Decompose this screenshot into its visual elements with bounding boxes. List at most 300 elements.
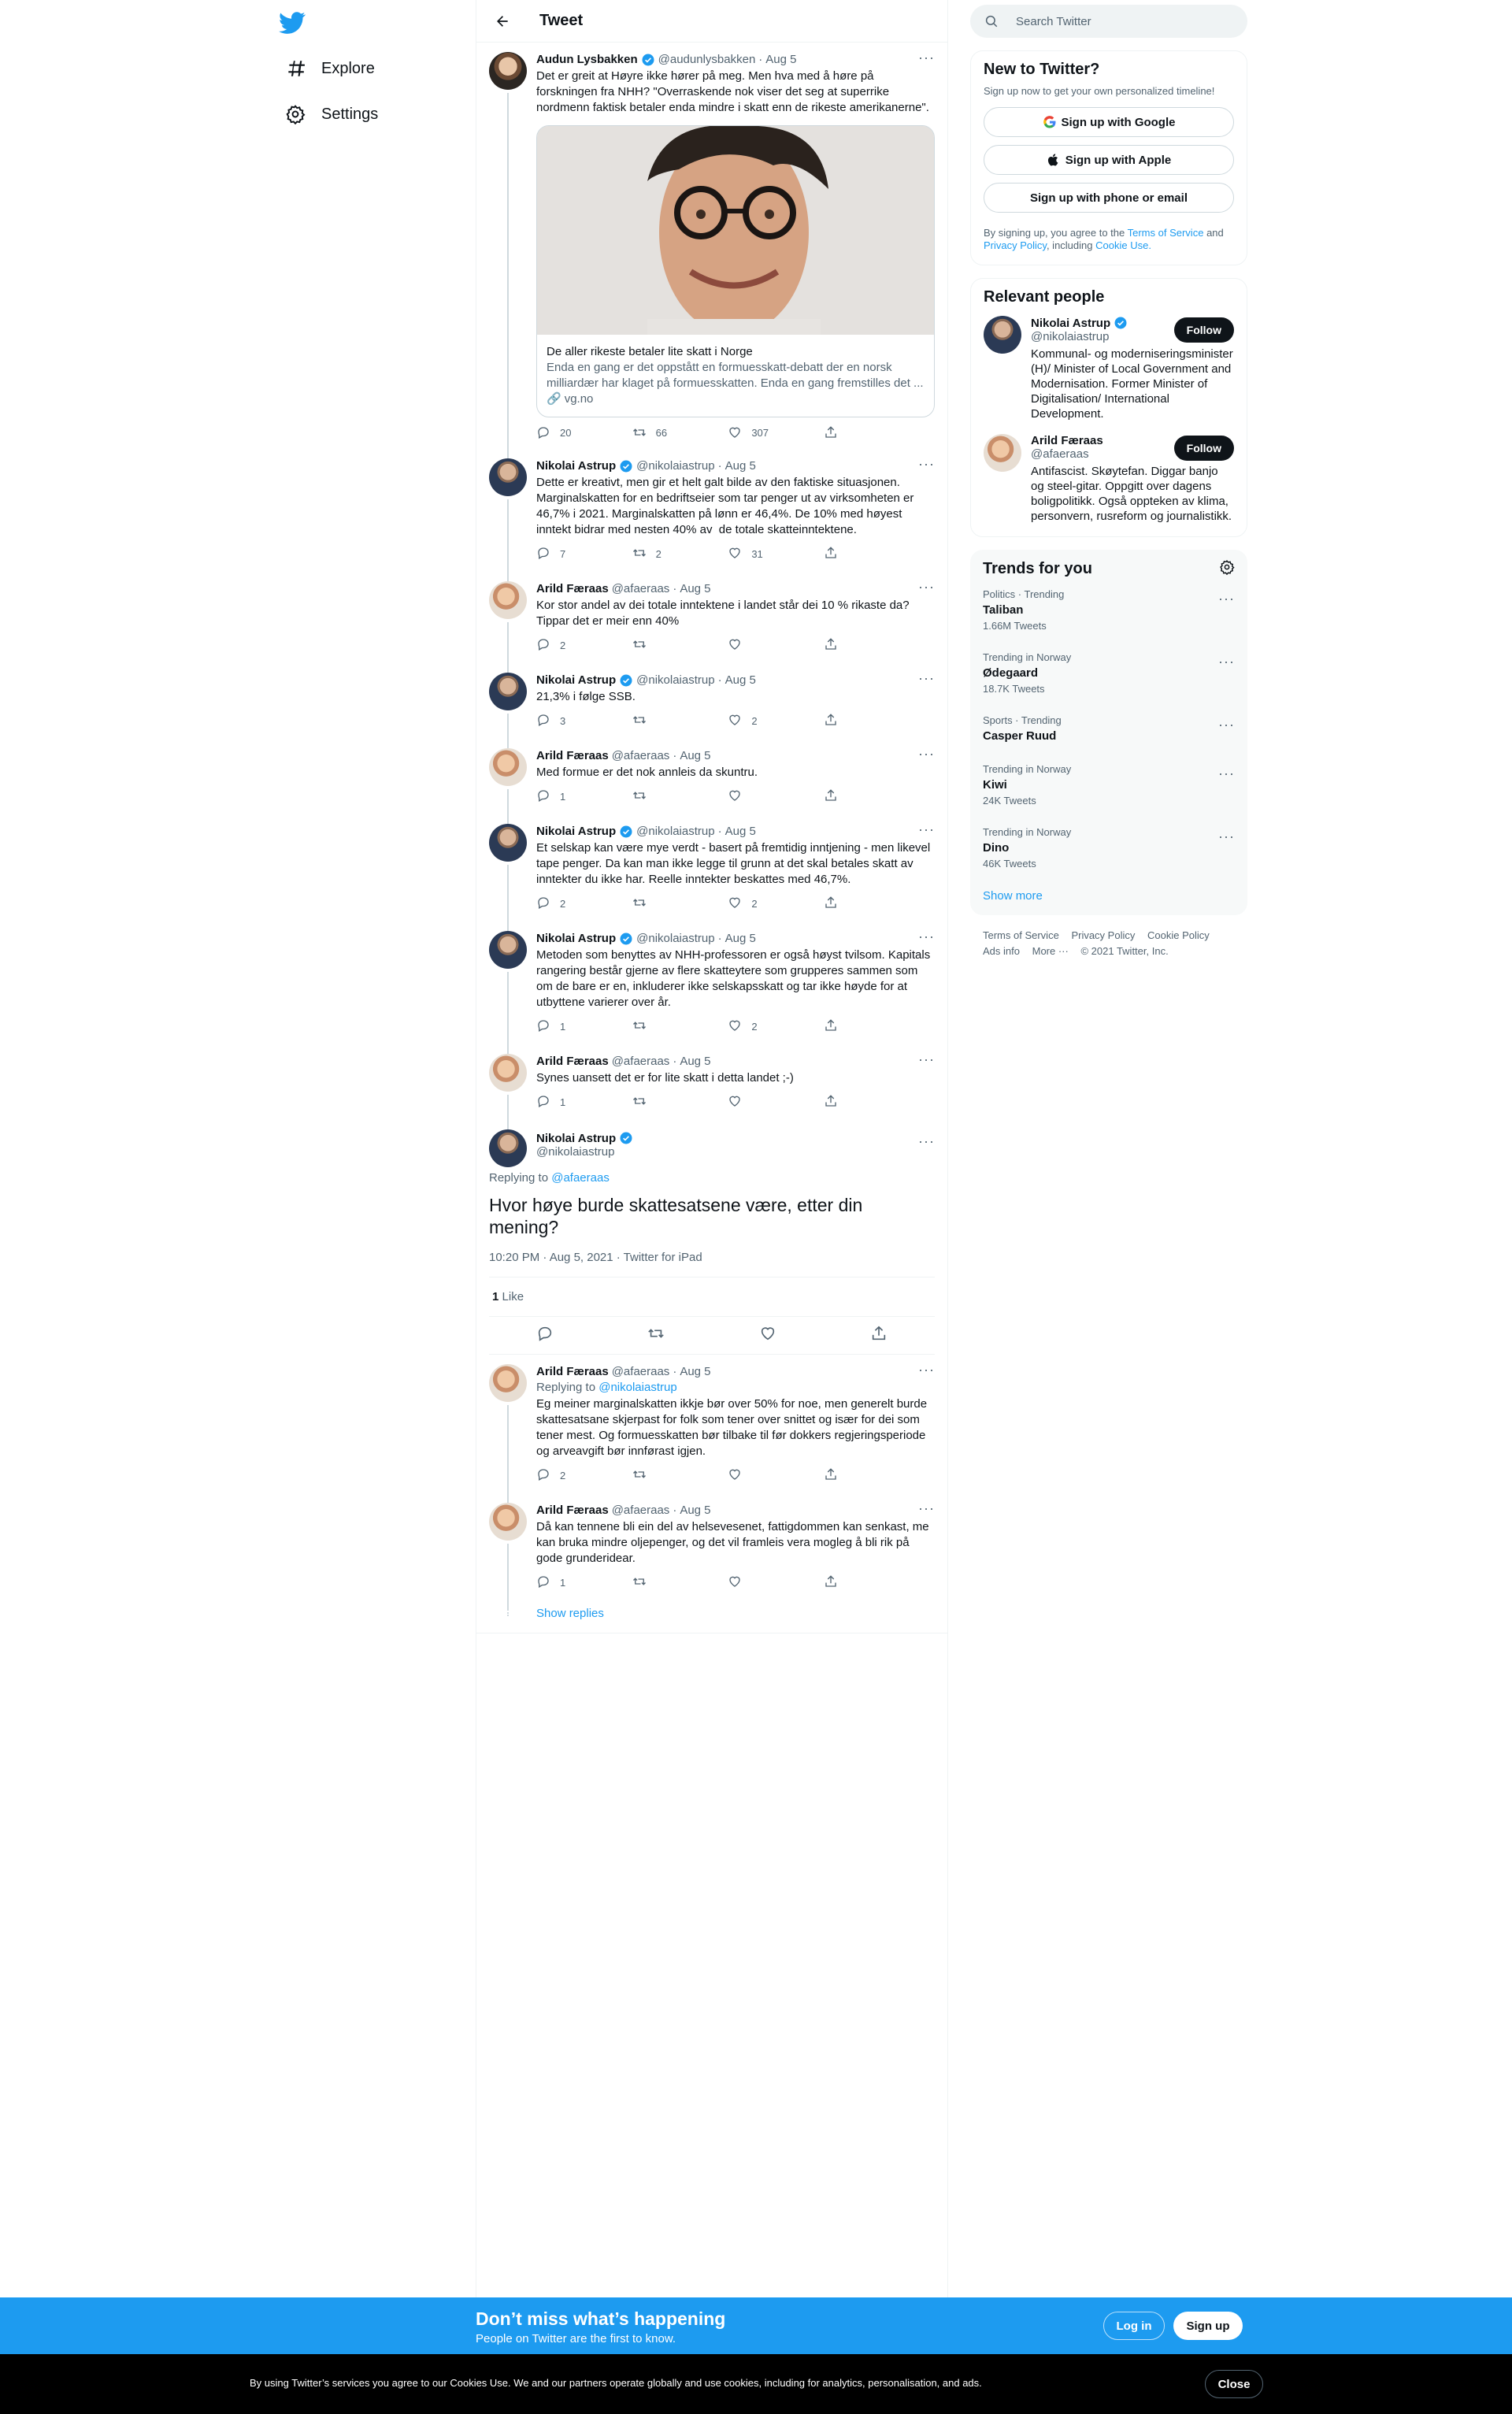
trend-context: Trending in Norway (983, 763, 1072, 775)
retweet-icon (632, 425, 647, 439)
signup-phone-label: Sign up with phone or email (1029, 191, 1188, 205)
thread-tweet[interactable]: ··· Nikolai Astrup @nikolaiastrup · Aug 5 Et selskap kan være mye verdt - basert på fremtidig inntjening - men likevel tape penger. Da kan man ikke legge til grunn at det skal betales skatt av inntekter du ikke har. Reelle inntekter beskattes med 46,7%. 2 2 (476, 814, 947, 921)
share-button[interactable] (824, 1018, 871, 1035)
trends-title: Trends for you (983, 560, 1092, 577)
reply-button[interactable] (536, 896, 584, 912)
heart-icon (728, 1094, 742, 1111)
retweet-icon (632, 1094, 647, 1111)
nav-settings[interactable] (276, 95, 387, 134)
footer-links (970, 928, 1247, 959)
more-options-icon[interactable]: ··· (918, 1051, 935, 1067)
apple-icon (1047, 153, 1061, 167)
trend-item[interactable] (983, 579, 1235, 642)
retweet-button[interactable] (632, 1574, 680, 1591)
tweet-actions (536, 1574, 871, 1591)
heart-icon (728, 896, 742, 912)
twitter-logo-icon[interactable] (279, 9, 307, 38)
thread-tweet[interactable]: ··· Audun Lysbakken @audunlysbakken · Aug 5 Det er greit at Høyre ikke hører på meg. Men hva med å høre på forskningen fra NHH? "Overraskende nok viser det seg at superrike nordmenn faktisk betaler enda mindre i skatt enn de rikeste amerikanerne". De aller rikeste betaler lite skatt i Norge Enda en gang er det oppstått en formuesskatt-debatt der en norsk milliardær har klaget på formuesskatten. Enda en gang fremstilles det ... 🔗 vg.no 20 66 307 (476, 43, 947, 449)
search-icon (984, 14, 999, 28)
reply-count: 2 (560, 1470, 566, 1481)
share-button[interactable] (824, 637, 871, 654)
person-handle[interactable]: @afaeraas (1031, 447, 1089, 461)
more-options-icon[interactable]: ··· (1218, 717, 1235, 732)
tweet-actions (536, 425, 871, 439)
share-icon (824, 713, 838, 729)
signup-title: New to Twitter? (984, 61, 1100, 78)
heart-icon (728, 1574, 742, 1591)
gear-icon (285, 104, 306, 124)
search-bar[interactable] (970, 5, 1247, 38)
more-options-icon[interactable]: ··· (1218, 591, 1235, 606)
author-handle[interactable]: @afaeraas (611, 1055, 670, 1068)
tweet-text: 21,3% i følge SSB. (536, 690, 636, 703)
thread-tweet[interactable]: ··· Arild Færaas @afaeraas · Aug 5 Synes uansett det er for lite skatt i detta landet ;-) 1 (476, 1044, 947, 1120)
more-options-icon[interactable]: ··· (918, 821, 935, 837)
thread-line (507, 499, 509, 581)
reply-button[interactable] (536, 425, 584, 439)
like-button[interactable] (728, 425, 775, 439)
person-bio: Antifascist. Skøytefan. Diggar banjo og steel-gitar. Oppgitt over dagens boligpolitikk. Også oppteken av klima, personvern, rusreform og journalistikk. (1031, 465, 1232, 523)
tweet-text: Kor stor andel av dei totale inntektene i landet står dei 10 % rikaste da? Tippar det er meir enn 40% (536, 599, 913, 628)
avatar[interactable] (489, 458, 527, 496)
avatar[interactable] (489, 1364, 527, 1402)
tweet-text: Då kan tennene bli ein del av helsevesenet, fattigdommen kan senkast, me kan bruka mindre oljepenger, og det vil framleis vera mogleg å bli rik på gode grunderidear. (536, 1520, 932, 1565)
verified-badge-icon (619, 1131, 633, 1145)
replying-to (536, 1380, 935, 1396)
retweet-count: 2 (655, 548, 662, 560)
tweet-text: Eg meiner marginalskatten ikkje bør over 50% for noe, men generelt burde skattesatsane skjerpast for folk som tener over snittet og især for dei som tener mest. Og formuesskatten bør tilbake til før dokkers regjeringsperiode og arveavgift bør innførast igjen. (536, 1397, 931, 1458)
like-button[interactable] (728, 713, 775, 729)
footer-terms-link[interactable]: Terms of Service (983, 929, 1059, 941)
reply-icon (536, 788, 550, 805)
reply-list (476, 1355, 947, 1600)
author-handle[interactable]: @nikolaiastrup (636, 673, 715, 687)
reply-button[interactable] (536, 713, 584, 729)
link-card-description: Enda en gang er det oppstått en formuesskatt-debatt der en norsk milliardær har klaget på formuesskatten. Enda en gang fremstilles det ... (547, 361, 924, 390)
person-name[interactable]: Arild Færaas (1031, 434, 1103, 447)
footer-more-link[interactable]: More ··· (1032, 945, 1069, 957)
footer-cookie-link[interactable]: Cookie Policy (1147, 929, 1210, 941)
show-replies-label: Show replies (536, 1607, 604, 1620)
like-button[interactable] (728, 546, 775, 562)
tweet-text: Metoden som benyttes av NHH-professoren er også høyst tvilsom. Kapitals rangering består gjerne av flere skatteytere som grupperes sammen som om de bare er en, inkluderer ikke selskapsskatt og tar ikke høyde for at utbyttene varierer over år. (536, 948, 934, 1009)
avatar[interactable] (489, 52, 527, 90)
retweet-icon (632, 788, 647, 805)
avatar[interactable] (489, 824, 527, 862)
tweet-actions (536, 1018, 871, 1035)
tweet-actions (536, 713, 871, 729)
thread-tweet[interactable]: ··· Nikolai Astrup @nikolaiastrup · Aug 5 Dette er kreativt, men gir et helt galt bilde av den faktiske situasjonen. Marginalskatten for en bedriftseier som tar penger ut av virksomheten er 46,7% i 2021. Marginalskatten på lønn er 46,4%. De 10% med høyest inntekt bidrar med nesten 40% av de totale skatteinntektene. 7 2 31 (476, 449, 947, 572)
signup-banner (0, 2297, 1512, 2354)
nav-settings-label: Settings (321, 105, 379, 123)
cookie-banner (0, 2354, 1512, 2414)
more-options-icon[interactable]: ··· (918, 1500, 935, 1516)
thread-dots (507, 1600, 509, 1616)
reply-count: 3 (560, 715, 566, 727)
tweet-meta: 10:20 PM · Aug 5, 2021 · Twitter for iPad (489, 1251, 935, 1277)
replying-to-label: Replying to (536, 1381, 596, 1394)
relevant-people-panel (970, 278, 1247, 537)
footer-ads-link[interactable]: Ads info (983, 945, 1020, 957)
likes-count: 1 (492, 1290, 499, 1303)
retweet-button[interactable] (632, 1018, 680, 1035)
person-name[interactable]: Nikolai Astrup (1031, 316, 1111, 330)
person-handle[interactable]: @nikolaiastrup (1031, 330, 1110, 343)
tweet-date[interactable]: Aug 5 (680, 1504, 711, 1517)
relevant-people-title: Relevant people (984, 288, 1105, 306)
reply-button[interactable] (536, 1094, 584, 1111)
tweet-date[interactable]: Aug 5 (680, 1055, 711, 1068)
retweet-button[interactable] (632, 1467, 680, 1484)
reply-icon (536, 1094, 550, 1111)
reply-count: 2 (560, 640, 566, 651)
tweet-date[interactable]: Aug 5 (680, 582, 711, 595)
avatar[interactable] (489, 1054, 527, 1092)
avatar[interactable] (984, 434, 1021, 472)
trend-count: 46K Tweets (983, 858, 1036, 870)
terms-text: By signing up, you agree to the (984, 227, 1125, 239)
cookie-text: By using Twitter’s services you agree to our Cookies Use. We and our partners operate globally and use cookies, including for analytics, personalisation, and ads. (250, 2377, 982, 2389)
thread-replies (476, 449, 947, 1120)
tweet-actions (536, 1094, 871, 1111)
reply-count: 2 (560, 898, 566, 910)
heart-icon (728, 788, 742, 805)
reply-count: 1 (560, 791, 566, 803)
nav-explore-label: Explore (321, 59, 375, 77)
link-card-image (537, 126, 934, 335)
heart-icon (728, 425, 742, 439)
verified-badge-icon (619, 825, 633, 839)
trend-context: Politics · Trending (983, 588, 1065, 600)
trend-item[interactable] (983, 817, 1235, 880)
terms-including: , including (1046, 239, 1093, 251)
avatar[interactable] (489, 931, 527, 969)
avatar[interactable] (489, 1129, 527, 1167)
trend-count: 1.66M Tweets (983, 620, 1047, 632)
signup-google-label: Sign up with Google (1061, 115, 1176, 129)
retweet-button[interactable] (632, 788, 680, 805)
tweet-date[interactable]: Aug 5 (680, 1365, 711, 1378)
author-name[interactable]: Arild Færaas (536, 749, 609, 762)
tweet-actions (536, 637, 871, 654)
share-button[interactable] (824, 713, 871, 729)
author-handle[interactable]: @nikolaiastrup (536, 1145, 615, 1159)
trend-item[interactable] (983, 754, 1235, 817)
share-icon (824, 425, 838, 439)
focused-tweet-text: Hvor høye burde skattesatsene være, etter din mening? (489, 1195, 863, 1237)
privacy-link[interactable]: Privacy Policy (984, 239, 1047, 251)
author-name[interactable]: Arild Færaas (536, 1365, 609, 1378)
verified-badge-icon (619, 932, 633, 946)
share-icon (824, 788, 838, 805)
trend-item[interactable] (983, 642, 1235, 705)
verified-badge-icon (1114, 316, 1128, 330)
signup-google-button[interactable] (984, 107, 1234, 137)
share-icon (824, 1094, 838, 1111)
avatar[interactable] (489, 748, 527, 786)
avatar[interactable] (489, 1503, 527, 1541)
more-options-icon[interactable]: ··· (918, 579, 935, 595)
trend-name: Kiwi (983, 778, 1007, 792)
retweet-icon (632, 1574, 647, 1591)
signup-terms (984, 227, 1234, 252)
thread-line (507, 1405, 509, 1503)
link-icon: 🔗 (547, 392, 561, 406)
reply-icon (536, 425, 550, 439)
more-options-icon[interactable]: ··· (918, 746, 935, 762)
trend-name: Ødegaard (983, 666, 1039, 680)
author-handle[interactable]: @afaeraas (611, 749, 670, 762)
share-icon (824, 1467, 838, 1484)
retweet-icon[interactable] (647, 1325, 665, 1346)
author-name[interactable]: Nikolai Astrup (536, 1131, 617, 1145)
reply-count: 1 (560, 1096, 566, 1108)
likes-label: Like (502, 1290, 524, 1303)
more-options-icon[interactable]: ··· (918, 1362, 935, 1378)
share-button[interactable] (824, 1467, 871, 1484)
follow-button[interactable]: Follow (1174, 436, 1234, 461)
reply-icon (536, 546, 550, 562)
thread-tweet[interactable]: ··· Arild Færaas @afaeraas · Aug 5 Med formue er det nok annleis da skuntru. 1 (476, 739, 947, 814)
share-icon (824, 1018, 838, 1035)
reply-count: 1 (560, 1021, 566, 1033)
retweet-icon (632, 1467, 647, 1484)
reply-button[interactable] (536, 1018, 584, 1035)
tweet-actions (536, 546, 871, 562)
cookie-use-link[interactable]: Cookie Use. (1095, 239, 1151, 251)
author-name[interactable]: Nikolai Astrup (536, 825, 617, 838)
retweet-button[interactable] (632, 546, 680, 562)
page-title: Tweet (539, 12, 584, 29)
author-name[interactable]: Audun Lysbakken (536, 53, 638, 66)
footer-privacy-link[interactable]: Privacy Policy (1071, 929, 1136, 941)
like-count: 31 (751, 548, 763, 560)
likes-stat[interactable] (489, 1277, 935, 1317)
main-column (476, 0, 948, 2414)
reply-icon (536, 713, 550, 729)
share-icon (824, 1574, 838, 1591)
like-count: 2 (751, 715, 758, 727)
signup-button[interactable]: Sign up (1173, 2312, 1243, 2340)
thread-tweet[interactable]: ··· Arild Færaas @afaeraas · Aug 5 Då kan tennene bli ein del av helsevesenet, fattigdommen kan senkast, me kan bruka mindre oljepenger, og det vil framleis vera mogleg å bli rik på gode grunderidear. 1 (476, 1493, 947, 1600)
tweet-text: Et selskap kan være mye verdt - basert på fremtidig inntjening - men likevel tape penger. Da kan man ikke legge til grunn at det skal betales skatt av inntekter du ikke har. Reelle inntekter beskattes med 46,7%. (536, 841, 934, 886)
author-name[interactable]: Arild Færaas (536, 582, 609, 595)
share-button[interactable] (824, 1094, 871, 1111)
retweet-count: 66 (655, 426, 668, 439)
back-arrow-icon[interactable] (489, 8, 516, 35)
search-input[interactable]: Search Twitter (1016, 14, 1091, 28)
verified-badge-icon (641, 53, 655, 67)
trend-name: Dino (983, 841, 1010, 855)
retweet-icon (632, 896, 647, 912)
trend-context: Sports · Trending (983, 714, 1062, 726)
replying-to-link[interactable]: @afaeraas (551, 1171, 610, 1185)
trend-item[interactable] (983, 705, 1235, 754)
tweet-date[interactable]: Aug 5 (765, 53, 797, 66)
more-options-icon[interactable]: ··· (918, 1133, 935, 1149)
right-sidebar (970, 0, 1247, 959)
like-count: 2 (751, 898, 758, 910)
verified-badge-icon (619, 673, 633, 688)
share-button[interactable] (824, 788, 871, 805)
signup-subtitle: Sign up now to get your own personalized timeline! (984, 85, 1215, 97)
more-options-icon[interactable]: ··· (918, 670, 935, 686)
retweet-button[interactable] (632, 713, 680, 729)
thread-line (507, 93, 509, 458)
share-icon (824, 896, 838, 912)
share-icon[interactable] (870, 1325, 888, 1346)
author-name[interactable]: Arild Færaas (536, 1055, 609, 1068)
replying-to-link[interactable]: @nikolaiastrup (598, 1381, 677, 1394)
retweet-icon (632, 637, 647, 654)
follow-button[interactable]: Follow (1174, 317, 1234, 343)
footer-copyright: © 2021 Twitter, Inc. (1080, 945, 1169, 957)
signup-panel (970, 50, 1247, 265)
author-name[interactable]: Nikolai Astrup (536, 673, 617, 687)
link-card[interactable] (536, 125, 935, 417)
tweet-date[interactable]: Aug 5 (724, 825, 756, 838)
trend-name: Taliban (983, 603, 1024, 617)
thread-tweet[interactable]: ··· Arild Færaas @afaeraas · Aug 5 Replying to @nikolaiastrup Eg meiner marginalskatten ikkje bør over 50% for noe, men generelt burde skattesatsane skjerpast for folk som tener over snittet og især for dei som tener mest. Og formuesskatten bør tilbake til før dokkers regjeringsperiode og arveavgift bør innførast igjen. 2 (476, 1355, 947, 1493)
heart-icon (728, 713, 742, 729)
like-button[interactable] (728, 1094, 775, 1111)
thread-tweet[interactable]: ··· Arild Færaas @afaeraas · Aug 5 Kor stor andel av dei totale inntektene i landet står dei 10 % rikaste da? Tippar det er meir enn 40% 2 (476, 572, 947, 663)
replying-to-label: Replying to (489, 1171, 549, 1185)
avatar[interactable] (489, 581, 527, 619)
tweet-text: Det er greit at Høyre ikke hører på meg. Men hva med å høre på forskningen fra NHH? "Overraskende nok viser det seg at superrike nordmenn faktisk betaler enda mindre i skatt enn de rikeste amerikanerne". (536, 69, 929, 114)
more-options-icon[interactable]: ··· (1218, 766, 1235, 781)
more-options-icon[interactable]: ··· (918, 456, 935, 472)
tweet-text: Dette er kreativt, men gir et helt galt bilde av den faktiske situasjonen. Marginalskatten for en bedriftseier som tar penger ut av virksomheten er 46,7% i 2021. Marginalskatten på lønn er 46,4%. De 10% med høyest inntekt bidrar med nesten 40% av de totale skatteinntektene. (536, 476, 917, 536)
cookie-close-button[interactable]: Close (1205, 2370, 1263, 2398)
retweet-icon (632, 546, 647, 562)
link-card-title: De aller rikeste betaler lite skatt i Norge (547, 345, 753, 358)
avatar[interactable] (984, 316, 1021, 354)
person-card[interactable] (984, 306, 1234, 425)
thread-tweet[interactable]: ··· Nikolai Astrup @nikolaiastrup · Aug 5 Metoden som benyttes av NHH-professoren er også høyst tvilsom. Kapitals rangering består gjerne av flere skatteytere som grupperes sammen som om de bare er en, inkluderer ikke selskapsskatt og tar ikke høyde for at utbyttene varierer over år. 1 2 (476, 921, 947, 1044)
reply-icon[interactable] (536, 1325, 554, 1346)
hashtag-icon (285, 58, 306, 79)
retweet-button[interactable] (632, 1094, 680, 1111)
more-options-icon[interactable]: ··· (1218, 829, 1235, 844)
tweet-date[interactable]: Aug 5 (724, 459, 756, 473)
reply-icon (536, 896, 550, 912)
reply-button[interactable] (536, 637, 584, 654)
retweet-button[interactable] (632, 637, 680, 654)
nav-explore[interactable] (276, 49, 384, 88)
person-card[interactable] (984, 425, 1234, 527)
heart-icon (728, 1018, 742, 1035)
trend-name: Casper Ruud (983, 729, 1057, 743)
author-name[interactable]: Nikolai Astrup (536, 932, 617, 945)
author-handle[interactable]: @afaeraas (611, 1365, 670, 1378)
heart-icon (728, 637, 742, 654)
tweet-text: Synes uansett det er for lite skatt i detta landet ;-) (536, 1071, 794, 1085)
author-handle[interactable]: @audunlysbakken (658, 53, 756, 66)
login-button[interactable]: Log in (1103, 2312, 1165, 2340)
retweet-button[interactable] (632, 425, 680, 439)
tweet-actions (536, 788, 871, 805)
trend-count: 24K Tweets (983, 795, 1036, 807)
thread-tweet[interactable]: ··· Nikolai Astrup @nikolaiastrup · Aug 5 21,3% i følge SSB. 3 2 (476, 663, 947, 739)
thread-line (507, 972, 509, 1054)
terms-link[interactable]: Terms of Service (1127, 227, 1204, 239)
author-handle[interactable]: @nikolaiastrup (636, 825, 715, 838)
like-button[interactable] (728, 896, 775, 912)
share-button[interactable] (824, 546, 871, 562)
more-options-icon[interactable]: ··· (918, 50, 935, 65)
like-count: 307 (751, 426, 769, 439)
verified-badge-icon (619, 459, 633, 473)
reply-icon (536, 1467, 550, 1484)
tweet-text: Med formue er det nok annleis da skuntru. (536, 766, 758, 779)
trend-count: 18.7K Tweets (983, 683, 1045, 695)
reply-icon (536, 1574, 550, 1591)
banner-title: Don’t miss what’s happening (476, 2308, 726, 2329)
share-button[interactable] (824, 425, 871, 439)
signup-phone-button[interactable] (984, 183, 1234, 213)
person-bio: Kommunal- og moderniseringsminister (H)/ Minister of Local Government and Modernisation. Former Minister of Digitalisation/ International Development. (1031, 347, 1233, 421)
author-handle[interactable]: @afaeraas (611, 1504, 670, 1517)
tweet-actions (536, 1467, 871, 1484)
reply-icon (536, 637, 550, 654)
heart-icon (728, 546, 742, 562)
more-options-icon[interactable]: ··· (918, 929, 935, 944)
like-button[interactable] (728, 1018, 775, 1035)
trends-panel (970, 550, 1247, 915)
tweet-date[interactable]: Aug 5 (724, 673, 756, 687)
gear-icon[interactable] (1219, 559, 1235, 579)
like-count: 2 (751, 1021, 758, 1033)
share-button[interactable] (824, 896, 871, 912)
reply-button[interactable] (536, 546, 584, 562)
reply-button[interactable] (536, 1574, 584, 1591)
tweet-date[interactable]: Aug 5 (724, 932, 756, 945)
topbar (476, 0, 947, 43)
trend-context: Trending in Norway (983, 826, 1072, 838)
show-more-link[interactable]: Show more (983, 889, 1043, 903)
retweet-icon (632, 713, 647, 729)
focused-tweet-actions (489, 1317, 935, 1355)
like-button[interactable] (728, 1574, 775, 1591)
replying-to (489, 1171, 935, 1185)
share-button[interactable] (824, 1574, 871, 1591)
show-replies-link[interactable] (476, 1600, 947, 1633)
terms-and: and (1206, 227, 1224, 239)
reply-button[interactable] (536, 1467, 584, 1484)
like-button[interactable] (728, 1467, 775, 1484)
author-name[interactable]: Arild Færaas (536, 1504, 609, 1517)
author-handle[interactable]: @nikolaiastrup (636, 459, 715, 473)
link-card-domain: vg.no (564, 392, 594, 406)
heart-icon[interactable] (759, 1325, 776, 1346)
retweet-button[interactable] (632, 896, 680, 912)
share-icon (824, 637, 838, 654)
avatar[interactable] (489, 673, 527, 710)
author-handle[interactable]: @afaeraas (611, 582, 670, 595)
trend-context: Trending in Norway (983, 651, 1072, 663)
author-name[interactable]: Nikolai Astrup (536, 459, 617, 473)
like-button[interactable] (728, 637, 775, 654)
reply-button[interactable] (536, 788, 584, 805)
banner-subtitle: People on Twitter are the first to know. (476, 2332, 676, 2345)
signup-apple-button[interactable] (984, 145, 1234, 175)
heart-icon (728, 1467, 742, 1484)
like-button[interactable] (728, 788, 775, 805)
tweet-date[interactable]: Aug 5 (680, 749, 711, 762)
more-options-icon[interactable]: ··· (1218, 654, 1235, 669)
author-handle[interactable]: @nikolaiastrup (636, 932, 715, 945)
